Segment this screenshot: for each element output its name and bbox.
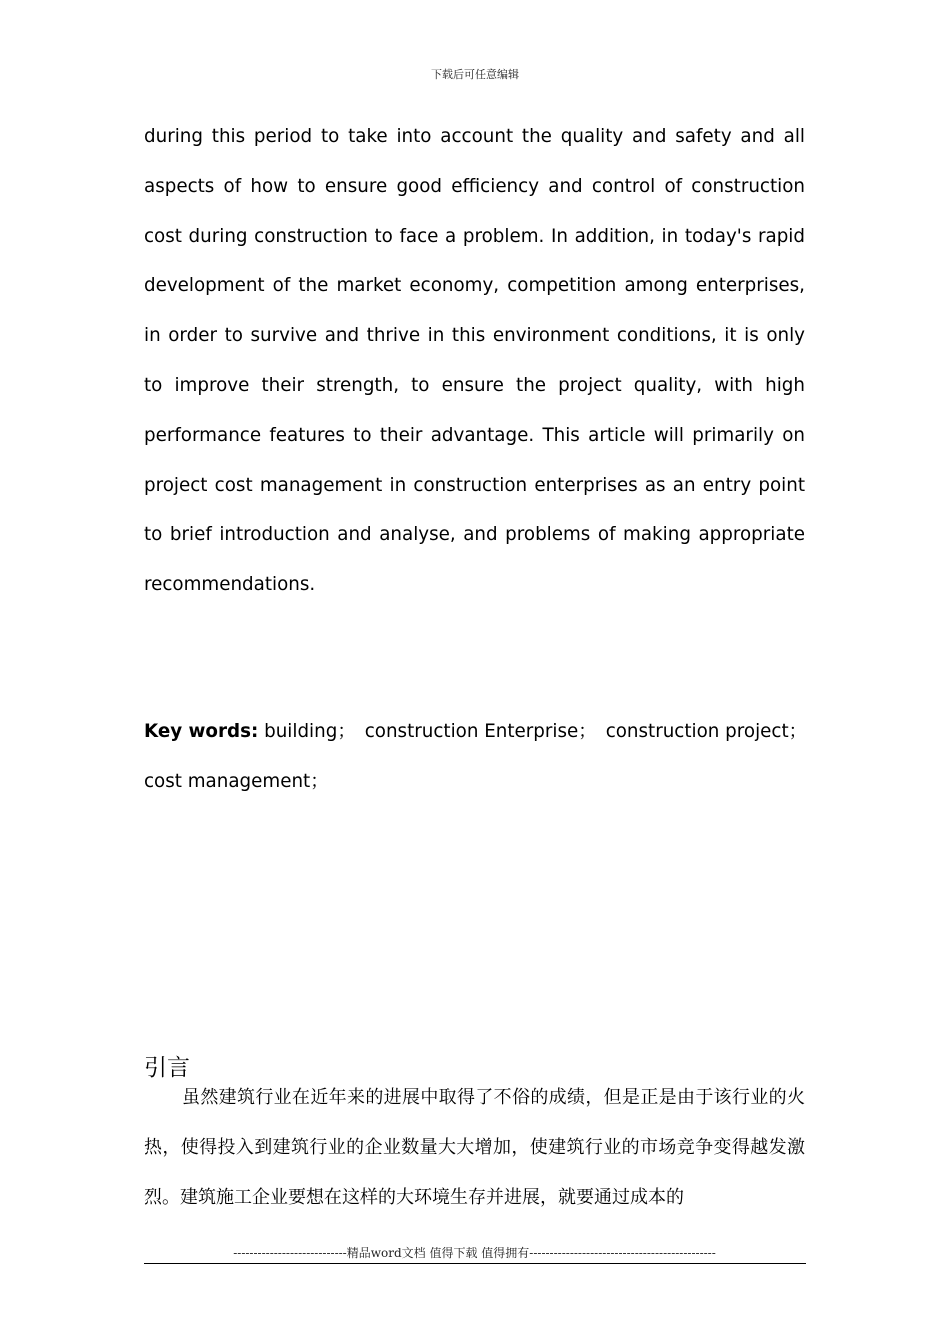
page-header-note: 下载后可任意编辑 — [431, 68, 519, 81]
abstract-paragraph: during this period to take into account the quality and safety and all aspects of how to ensure good efficiency and control of construction cost during construction to face a problem. In addition, in today's rapid development of the market economy, competition among enterprises, in order to survive and thrive in this environment conditions, it is only to improve their strength, to ensure the project quality, with high performance features to their advantage. This article will primarily on project cost management in construction enterprises as an entry point to brief introduction and analyse, and problems of making appropriate recommendations. — [144, 126, 805, 596]
intro-heading: 引言 — [144, 1055, 190, 1081]
intro-paragraph: 虽然建筑行业在近年来的进展中取得了不俗的成绩，但是正是由于该行业的火热，使得投入到建筑行业的企业数量大大增加，使建筑行业的市场竞争变得越发激烈。建筑施工企业要想在这样的大环境生存并进展，就要通过成本的 — [144, 1087, 805, 1208]
page-footer-note: ----------------------------精品word文档 值得下载 值得拥有---------------------------------------------- — [233, 1246, 716, 1260]
footer-divider — [144, 1263, 806, 1264]
keywords-list: building； construction Enterprise； construction project； cost management； — [144, 721, 817, 792]
keywords-line — [144, 707, 817, 807]
keywords-label: Key words: — [144, 721, 259, 742]
